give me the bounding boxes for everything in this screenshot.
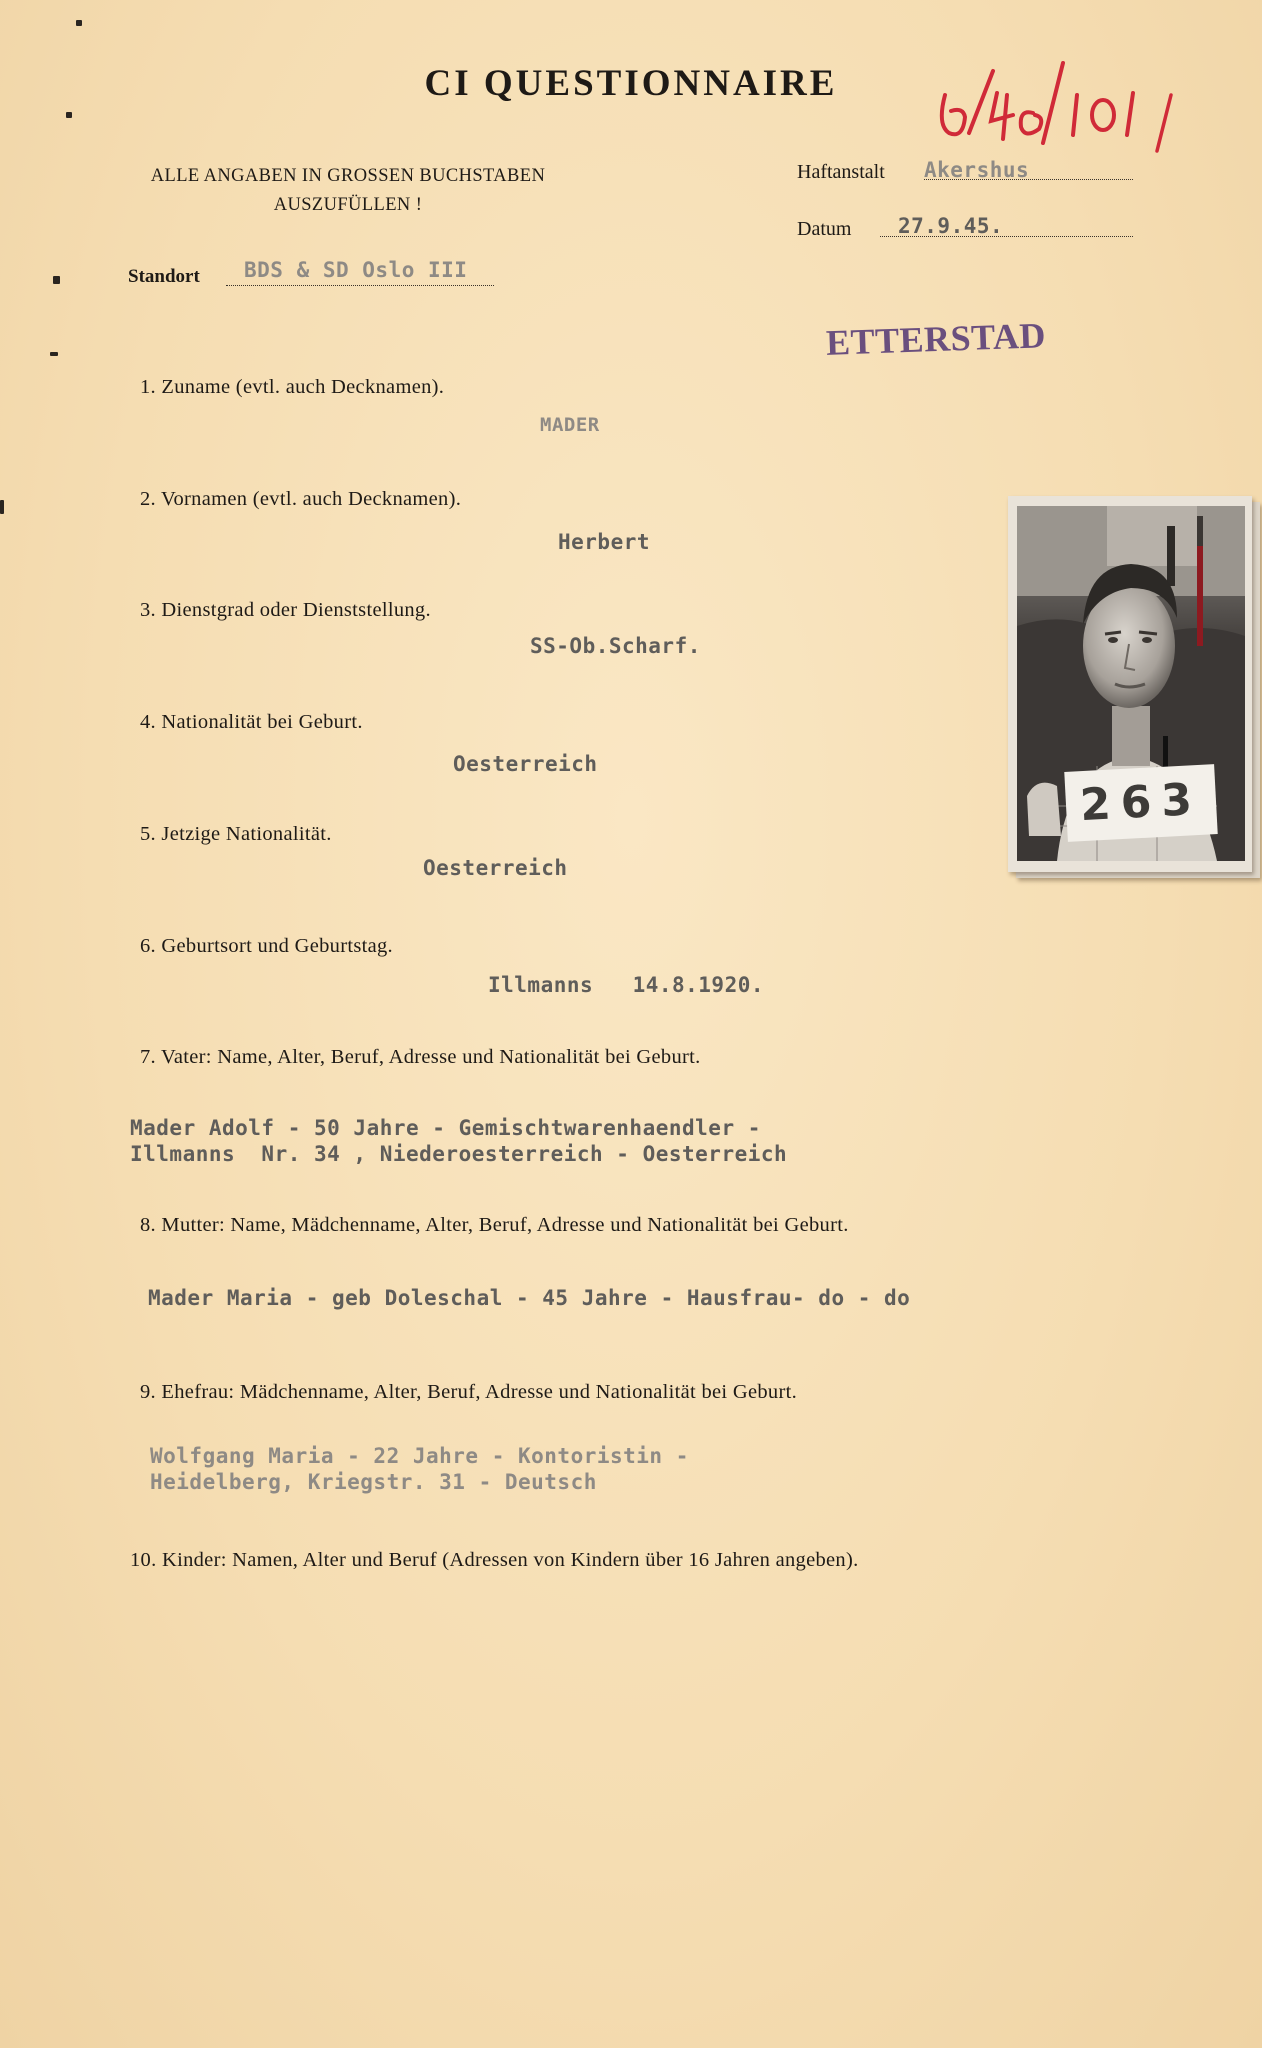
question-number: 4.: [140, 711, 156, 733]
question-8: [140, 1214, 849, 1237]
question-number: 6.: [140, 935, 156, 957]
answer-6: Illmanns 14.8.1920.: [488, 973, 765, 997]
answer-2: Herbert: [558, 530, 651, 554]
question-7: [140, 1046, 701, 1069]
question-1: [140, 376, 444, 399]
answer-9-line-2: Heidelberg, Kriegstr. 31 - Deutsch: [150, 1470, 597, 1494]
handwritten-reference: [935, 55, 1195, 155]
answer-5: Oesterreich: [423, 856, 568, 880]
question-number: 3.: [140, 599, 156, 621]
answer-9-line-1: Wolfgang Maria - 22 Jahre - Kontoristin -: [150, 1444, 689, 1468]
question-label: Vater: Name, Alter, Beruf, Adresse und Nationalität bei Geburt.: [161, 1046, 701, 1068]
question-label: Dienstgrad oder Dienststellung.: [161, 599, 431, 621]
question-label: Mutter: Name, Mädchenname, Alter, Beruf, Adresse und Nationalität bei Geburt.: [161, 1214, 849, 1236]
question-number: 5.: [140, 823, 156, 845]
answer-8: Mader Maria - geb Doleschal - 45 Jahre - Hausfrau- do - do: [148, 1286, 911, 1310]
question-6: [140, 935, 393, 958]
question-label: Kinder: Namen, Alter und Beruf (Adressen von Kindern über 16 Jahren angeben).: [161, 1549, 859, 1571]
etterstad-stamp: ETTERSTAD: [825, 315, 1047, 363]
form-title: CI QUESTIONNAIRE: [424, 63, 838, 104]
question-number: 8.: [140, 1214, 156, 1236]
question-label: Jetzige Nationalität.: [161, 823, 332, 845]
question-2: [140, 488, 461, 511]
standort-label: Standort: [128, 266, 200, 287]
question-number: 2.: [140, 488, 156, 510]
standort-value: BDS & SD Oslo III: [244, 258, 468, 282]
question-number: 7.: [140, 1046, 156, 1068]
question-9: [140, 1381, 797, 1404]
edge-mark: [53, 276, 60, 284]
datum-value: 27.9.45.: [898, 214, 1004, 238]
edge-mark: [50, 352, 58, 356]
answer-1: MADER: [540, 414, 600, 436]
datum-label: Datum: [797, 218, 852, 240]
answer-7-line-1: Mader Adolf - 50 Jahre - Gemischtwarenhaendler -: [130, 1116, 761, 1140]
edge-mark: [66, 112, 72, 118]
question-label: Nationalität bei Geburt.: [161, 711, 363, 733]
question-10: [130, 1549, 859, 1572]
question-label: Zuname (evtl. auch Decknamen).: [161, 376, 445, 398]
question-number: 10.: [130, 1549, 157, 1571]
answer-4: Oesterreich: [453, 752, 598, 776]
question-label: Geburtsort und Geburtstag.: [161, 935, 393, 957]
form-instruction: [128, 162, 568, 220]
edge-mark: [76, 20, 82, 26]
photo-number-plate: 263: [1064, 764, 1217, 842]
answer-3: SS-Ob.Scharf.: [530, 634, 701, 658]
question-label: Vornamen (evtl. auch Decknamen).: [161, 488, 462, 510]
edge-mark: [0, 500, 4, 514]
haftanstalt-label: Haftanstalt: [797, 161, 885, 183]
question-4: [140, 711, 363, 734]
question-5: [140, 823, 332, 846]
answer-7-line-2: Illmanns Nr. 34 , Niederoesterreich - Oesterreich: [130, 1142, 788, 1166]
question-label: Ehefrau: Mädchenname, Alter, Beruf, Adresse und Nationalität bei Geburt.: [161, 1381, 797, 1403]
question-number: 1.: [140, 376, 156, 398]
instruction-line-2: AUSZUFÜLLEN !: [273, 195, 423, 215]
haftanstalt-value: Akershus: [924, 158, 1030, 182]
question-number: 9.: [140, 1381, 156, 1403]
question-3: [140, 599, 431, 622]
instruction-line-1: ALLE ANGABEN IN GROSSEN BUCHSTABEN: [150, 166, 546, 186]
